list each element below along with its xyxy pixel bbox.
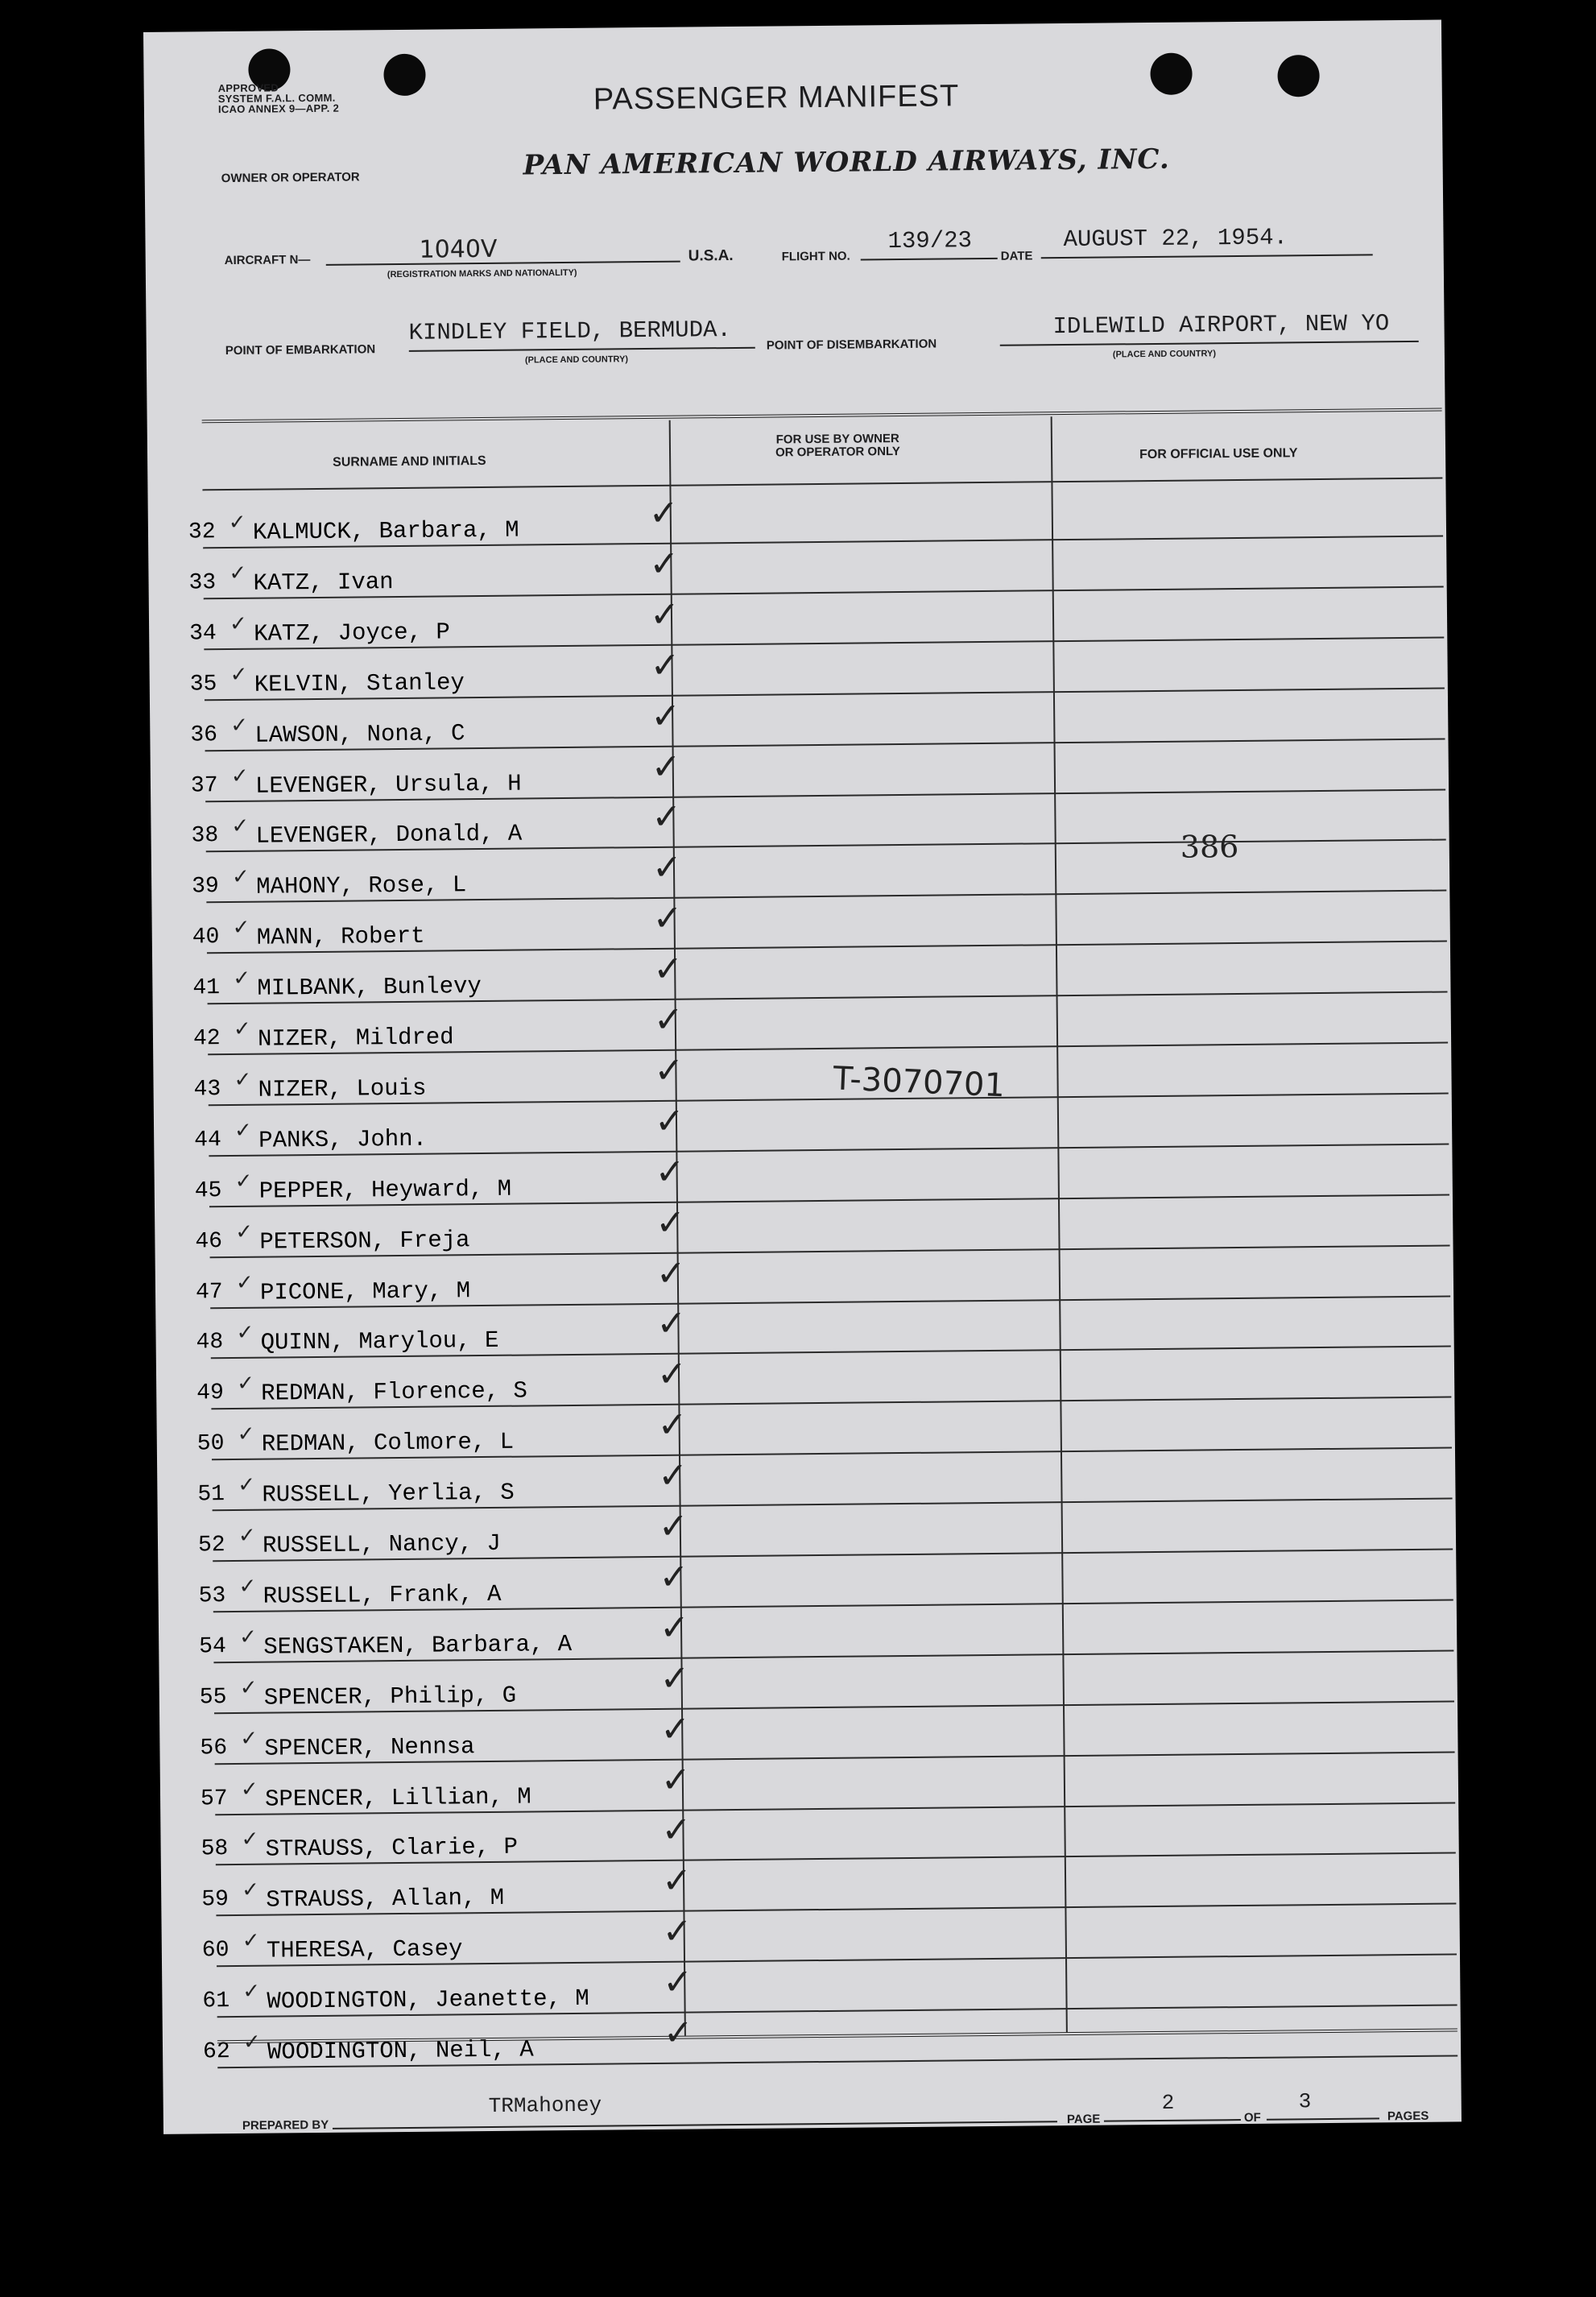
passenger-name: RUSSELL, Frank, A	[263, 1580, 502, 1610]
col-owner-header	[775, 432, 900, 459]
embarkation-value: KINDLEY FIELD, BERMUDA.	[408, 317, 732, 346]
footer-rule	[217, 2028, 1457, 2048]
of-label: OF	[1243, 2110, 1261, 2125]
passenger-name: NIZER, Louis	[258, 1074, 427, 1103]
tick-mark-icon: ✓	[240, 1776, 258, 1801]
passenger-name: THERESA, Casey	[266, 1935, 463, 1964]
row-number: 50	[196, 1431, 225, 1457]
approval-line: SYSTEM F.A.L. COMM.	[217, 91, 336, 106]
row-number: 36	[190, 722, 218, 748]
operator-note: T-3070701	[832, 1060, 1006, 1105]
row-number: 53	[198, 1583, 226, 1609]
tick-mark-icon: ✓	[233, 965, 251, 991]
approval-line: ICAO ANNEX 9—APP. 2	[217, 101, 340, 116]
tick-mark-icon: ✓	[232, 914, 250, 940]
prepared-underline	[333, 2121, 1057, 2129]
checkmark-icon: ✓	[651, 746, 681, 788]
row-number: 48	[196, 1330, 224, 1355]
checkmark-icon: ✓	[657, 1455, 688, 1497]
embarkation-label: POINT OF EMBARKATION	[225, 342, 376, 358]
tick-mark-icon: ✓	[234, 1168, 253, 1193]
passenger-name: PICONE, Mary, M	[259, 1277, 471, 1306]
passenger-name: LEVENGER, Donald, A	[255, 820, 523, 851]
checkmark-icon: ✓	[663, 2012, 693, 2054]
tick-mark-icon: ✓	[233, 1016, 251, 1041]
checkmark-icon: ✓	[663, 1961, 693, 2004]
passenger-name: NIZER, Mildred	[257, 1024, 454, 1053]
checkmark-icon: ✓	[648, 492, 679, 535]
row-number: 40	[192, 925, 220, 950]
passenger-name: QUINN, Marylou, E	[260, 1327, 499, 1357]
disembarkation-value: IDLEWILD AIRPORT, NEW YO	[1052, 310, 1390, 341]
checkmark-icon: ✓	[662, 1910, 693, 1953]
owner-label: OWNER OR OPERATOR	[221, 170, 360, 186]
tick-mark-icon: ✓	[228, 509, 246, 535]
row-number: 62	[202, 2039, 230, 2065]
row-number: 55	[199, 1684, 227, 1711]
passenger-name: SPENCER, Nennsa	[264, 1732, 475, 1762]
checkmark-icon: ✓	[661, 1860, 693, 1902]
checkmark-icon: ✓	[654, 1100, 685, 1142]
checkmark-icon: ✓	[660, 1759, 691, 1801]
of-underline	[1267, 2117, 1379, 2120]
row-number: 46	[195, 1228, 223, 1255]
form-title: PASSENGER MANIFEST	[593, 79, 960, 117]
row-number: 34	[189, 620, 217, 647]
owner-value: PAN AMERICAN WORLD AIRWAYS, INC.	[523, 143, 1170, 182]
passenger-name: REDMAN, Florence, S	[261, 1377, 528, 1407]
column-divider-2	[1051, 416, 1068, 2032]
date-label: DATE	[1000, 249, 1033, 263]
tick-mark-icon: ✓	[242, 2029, 261, 2054]
checkmark-icon: ✓	[653, 999, 684, 1041]
tick-mark-icon: ✓	[242, 1927, 260, 1953]
checkmark-icon: ✓	[659, 1658, 690, 1699]
checkmark-icon: ✓	[655, 1252, 686, 1294]
disembarkation-underline	[1000, 341, 1419, 346]
manifest-sheet	[143, 20, 1462, 2134]
tick-mark-icon: ✓	[236, 1371, 255, 1396]
passenger-name: KELVIN, Stanley	[254, 668, 465, 698]
passenger-name: STRAUSS, Clarie, P	[265, 1834, 519, 1864]
disembarkation-sublabel: (PLACE AND COUNTRY)	[1112, 349, 1217, 360]
tick-mark-icon: ✓	[238, 1624, 258, 1649]
passenger-name: MAHONY, Rose, L	[256, 871, 467, 900]
checkmark-icon: ✓	[659, 1556, 689, 1598]
passenger-name: WOODINGTON, Jeanette, M	[267, 1985, 589, 2015]
row-number: 45	[194, 1177, 222, 1204]
tick-mark-icon: ✓	[240, 1725, 258, 1750]
tick-mark-icon: ✓	[230, 712, 249, 737]
checkmark-icon: ✓	[660, 1708, 691, 1750]
tick-mark-icon: ✓	[229, 560, 247, 585]
tick-mark-icon: ✓	[231, 864, 250, 889]
row-number: 51	[197, 1482, 225, 1508]
passenger-name: SPENCER, Philip, G	[263, 1682, 517, 1711]
tick-mark-icon: ✓	[229, 610, 247, 635]
date-underline	[1041, 254, 1373, 259]
passenger-name: KATZ, Ivan	[253, 568, 394, 597]
tick-mark-icon: ✓	[238, 1573, 257, 1598]
tick-mark-icon: ✓	[234, 1117, 253, 1142]
passenger-name: WOODINGTON, Neil, A	[267, 2036, 534, 2066]
disembarkation-label: POINT OF DISEMBARKATION	[766, 337, 937, 353]
tick-mark-icon: ✓	[234, 1066, 252, 1091]
checkmark-icon: ✓	[654, 1049, 684, 1091]
passenger-name: PEPPER, Heyward, M	[258, 1175, 512, 1205]
row-number: 35	[189, 671, 217, 697]
row-number: 44	[194, 1127, 221, 1153]
prepared-label: PREPARED BY	[242, 2117, 329, 2133]
punch-hole	[1277, 55, 1319, 97]
checkmark-icon: ✓	[651, 797, 682, 838]
passenger-name: MILBANK, Bunlevy	[257, 973, 482, 1002]
header-rule-bottom	[202, 478, 1442, 491]
of-value: 3	[1298, 2089, 1312, 2114]
flight-underline	[861, 258, 998, 261]
aircraft-label: AIRCRAFT N—	[224, 253, 311, 268]
col-owner-header-line: OR OPERATOR ONLY	[775, 445, 900, 460]
checkmark-icon: ✓	[650, 695, 681, 737]
tick-mark-icon: ✓	[241, 1877, 260, 1902]
tick-mark-icon: ✓	[235, 1219, 254, 1244]
passenger-name: STRAUSS, Allan, M	[266, 1885, 505, 1914]
row-number: 59	[201, 1887, 229, 1913]
row-number: 42	[192, 1026, 221, 1052]
checkmark-icon: ✓	[652, 948, 684, 991]
row-number: 52	[197, 1533, 225, 1558]
aircraft-value: 1040V	[419, 234, 498, 264]
row-number: 58	[201, 1836, 229, 1862]
row-number: 38	[191, 823, 219, 849]
page-underline	[1104, 2119, 1241, 2122]
pages-label: PAGES	[1387, 2109, 1429, 2124]
checkmark-icon: ✓	[650, 644, 680, 686]
aircraft-underline	[326, 261, 680, 266]
passenger-name: KALMUCK, Barbara, M	[252, 516, 519, 546]
checkmark-icon: ✓	[652, 897, 683, 940]
tick-mark-icon: ✓	[230, 763, 249, 788]
tick-mark-icon: ✓	[237, 1421, 255, 1446]
passenger-name: MANN, Robert	[256, 922, 425, 951]
checkmark-icon: ✓	[655, 1202, 686, 1244]
punch-hole	[1150, 53, 1192, 95]
row-number: 43	[193, 1077, 221, 1103]
row-number: 56	[200, 1735, 228, 1761]
passenger-name: SPENCER, Lillian, M	[264, 1782, 531, 1813]
approval-stamp	[218, 82, 340, 114]
tick-mark-icon: ✓	[239, 1674, 258, 1699]
checkmark-icon: ✓	[658, 1505, 688, 1547]
checkmark-icon: ✓	[655, 1151, 685, 1193]
prepared-value: TRMahoney	[488, 2092, 602, 2119]
punch-hole	[383, 54, 425, 96]
tick-mark-icon: ✓	[241, 1827, 259, 1852]
passenger-name: RUSSELL, Yerlia, S	[262, 1479, 515, 1509]
official-number: 386	[1180, 828, 1239, 865]
passenger-name: RUSSELL, Nancy, J	[262, 1529, 502, 1559]
row-number: 33	[188, 570, 217, 596]
checkmark-icon: ✓	[659, 1607, 690, 1649]
passenger-name: LAWSON, Nona, C	[254, 719, 465, 749]
tick-mark-icon: ✓	[231, 813, 250, 838]
passenger-name: REDMAN, Colmore, L	[261, 1428, 515, 1458]
header-rule-top	[202, 408, 1442, 428]
row-number: 54	[199, 1633, 227, 1660]
checkmark-icon: ✓	[651, 846, 683, 889]
row-number: 39	[192, 874, 219, 900]
embarkation-underline	[409, 347, 755, 352]
checkmark-icon: ✓	[656, 1353, 688, 1396]
row-number: 32	[188, 519, 216, 545]
tick-mark-icon: ✓	[238, 1471, 256, 1497]
embarkation-sublabel: (PLACE AND COUNTRY)	[524, 354, 629, 366]
page-value: 2	[1161, 2090, 1175, 2115]
row-number: 41	[192, 975, 221, 1001]
tick-mark-icon: ✓	[238, 1522, 256, 1547]
tick-mark-icon: ✓	[229, 661, 248, 686]
row-number: 60	[201, 1938, 229, 1964]
date-value: AUGUST 22, 1954.	[1063, 224, 1288, 254]
flight-value: 139/23	[887, 227, 973, 255]
col-official-header: FOR OFFICIAL USE ONLY	[1139, 446, 1298, 462]
passenger-name: PETERSON, Freja	[259, 1226, 470, 1256]
aircraft-sublabel: (REGISTRATION MARKS AND NATIONALITY)	[387, 267, 577, 280]
checkmark-icon: ✓	[656, 1302, 687, 1345]
page-label: PAGE	[1066, 2112, 1101, 2127]
tick-mark-icon: ✓	[235, 1269, 254, 1294]
col-surname-header: SURNAME AND INITIALS	[333, 453, 486, 470]
row-number: 37	[190, 772, 218, 798]
checkmark-icon: ✓	[661, 1809, 692, 1852]
row-number: 47	[195, 1279, 223, 1305]
row-number: 49	[196, 1380, 224, 1406]
passenger-name: KATZ, Joyce, P	[254, 619, 450, 648]
tick-mark-icon: ✓	[236, 1320, 254, 1345]
row-number: 61	[202, 1989, 230, 2014]
row-number: 57	[200, 1786, 228, 1811]
checkmark-icon: ✓	[657, 1404, 688, 1446]
tick-mark-icon: ✓	[242, 1978, 261, 2004]
approval-line: APPROVED	[217, 81, 279, 95]
usa-label: U.S.A.	[688, 246, 734, 265]
col-owner-header-line: FOR USE BY OWNER	[775, 432, 899, 447]
flight-label: FLIGHT NO.	[781, 249, 850, 264]
checkmark-icon: ✓	[649, 594, 680, 635]
checkmark-icon: ✓	[649, 543, 680, 585]
passenger-name: SENGSTAKEN, Barbara, A	[263, 1630, 573, 1661]
passenger-name: LEVENGER, Ursula, H	[254, 770, 522, 800]
passenger-name: PANKS, John.	[258, 1125, 428, 1154]
